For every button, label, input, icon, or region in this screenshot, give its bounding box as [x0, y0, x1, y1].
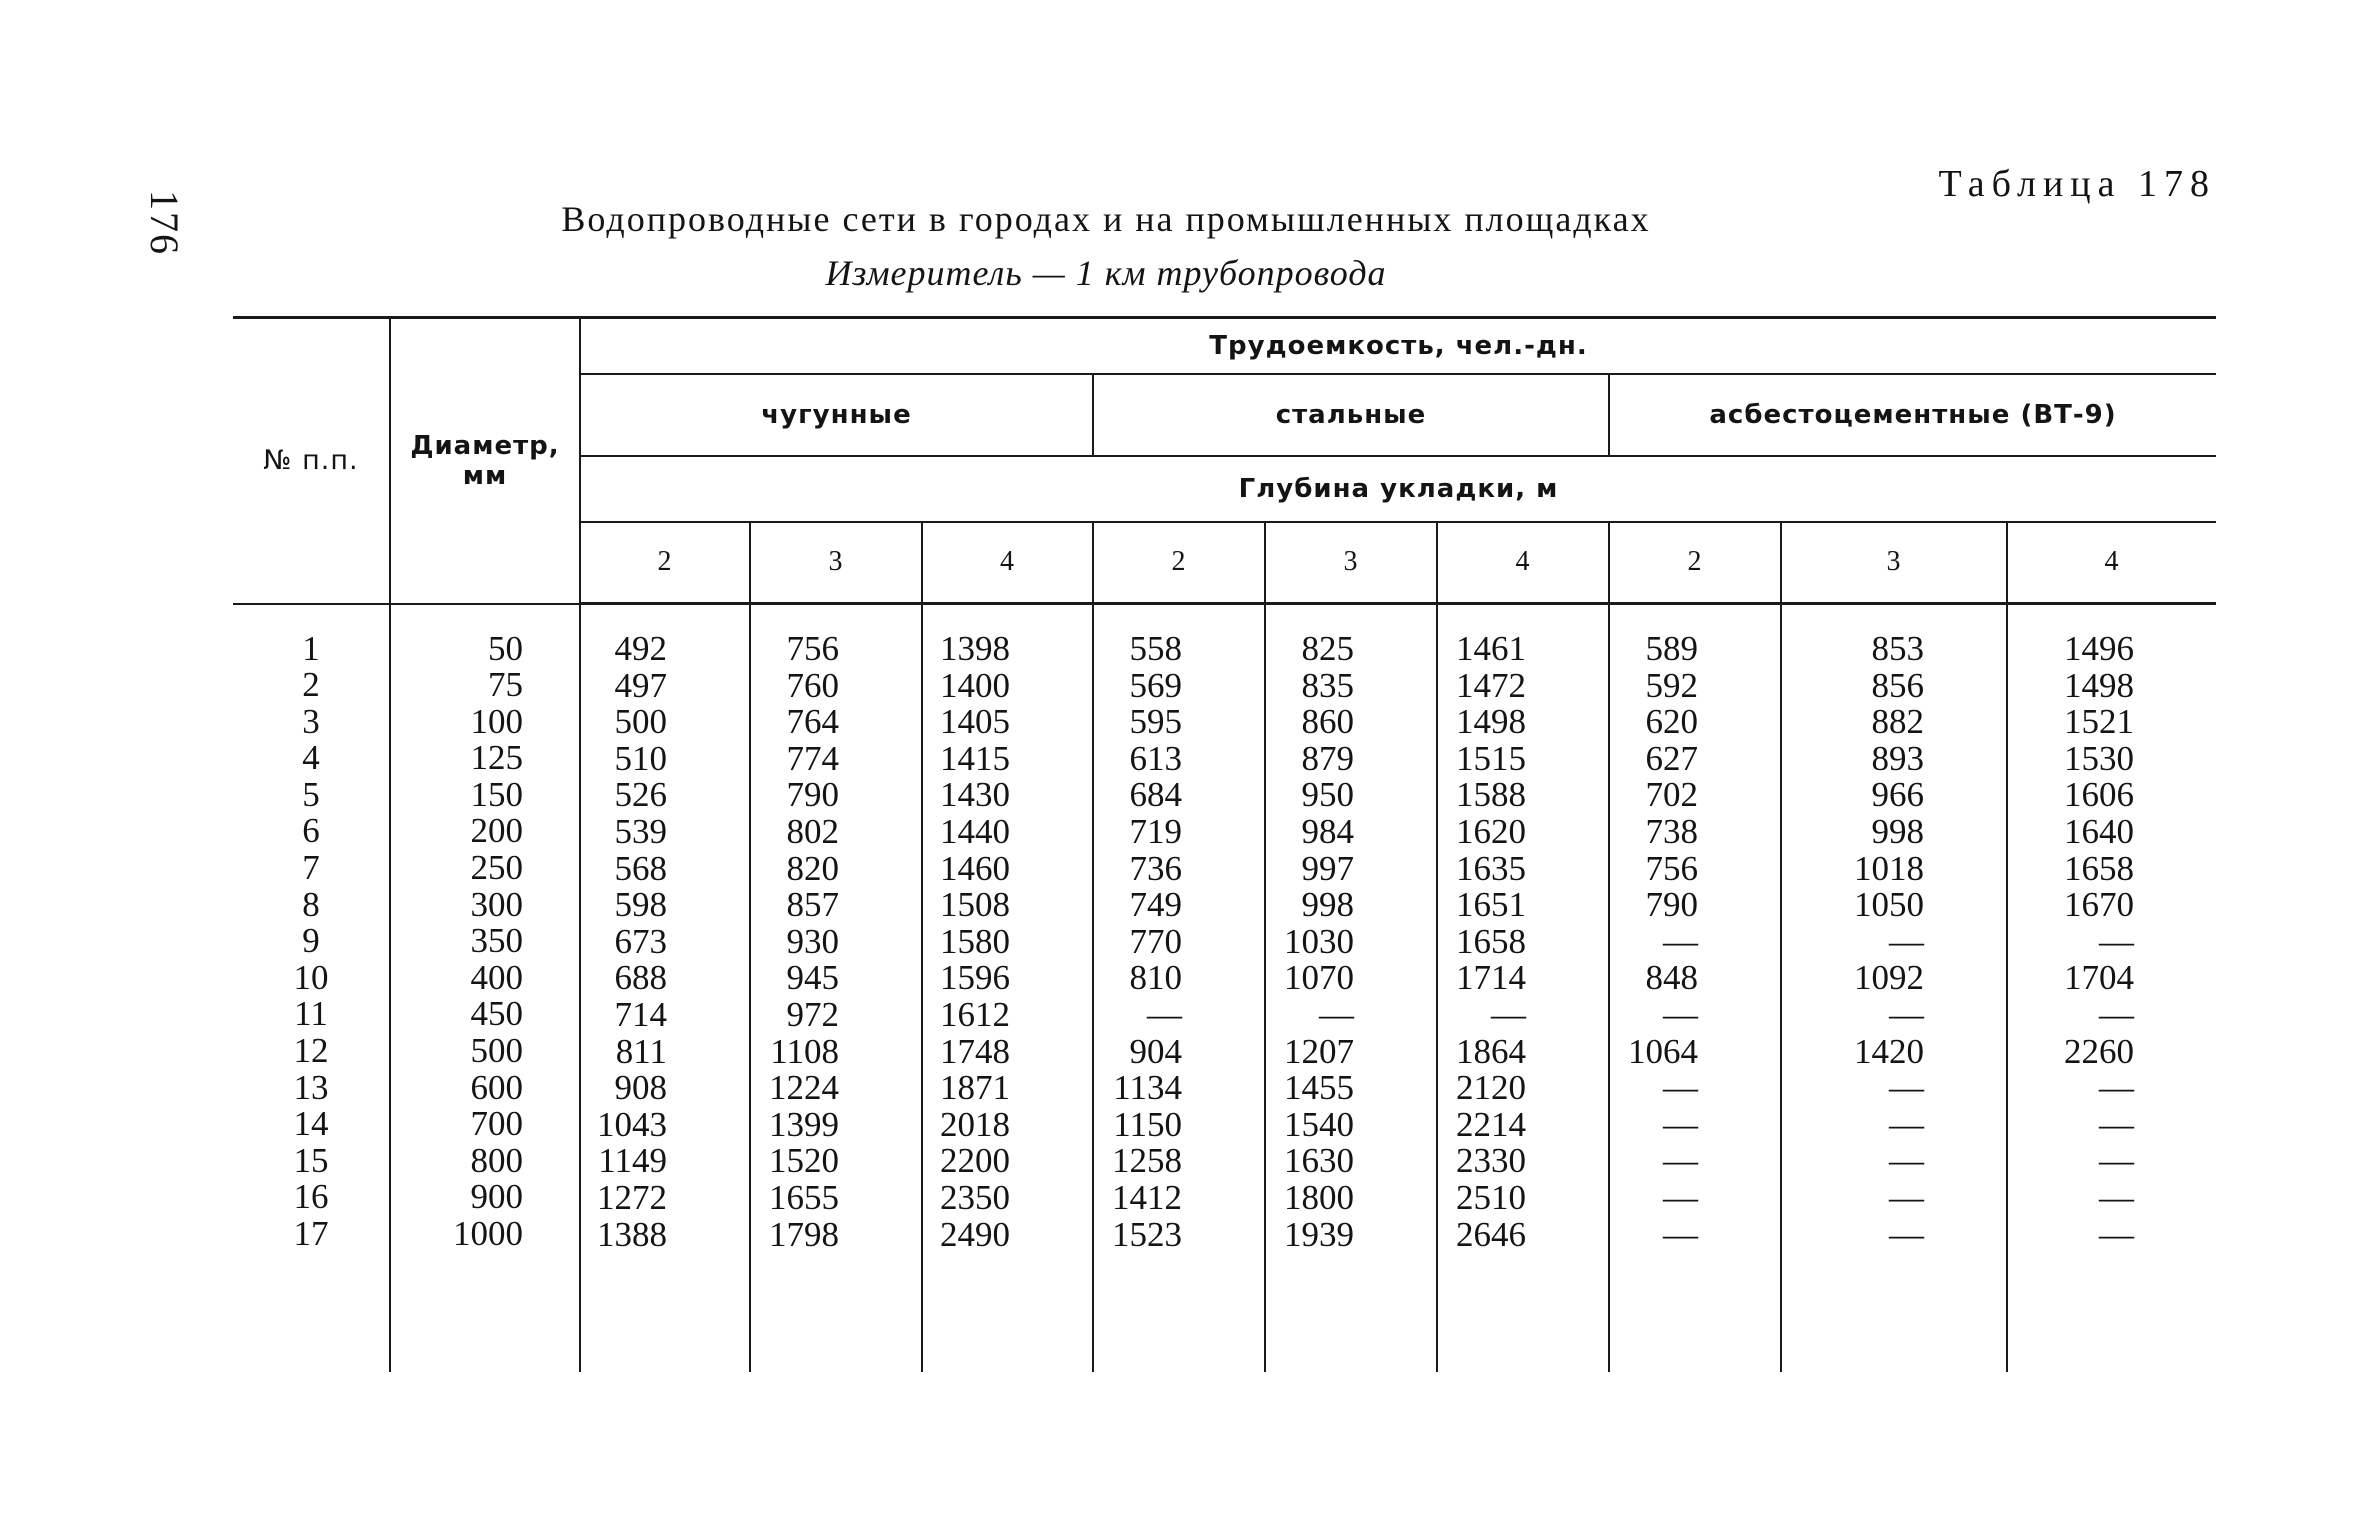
table-cell: 1398 — [940, 629, 1010, 668]
table-cell: 998 — [1871, 811, 1924, 851]
table-cell: 1798 — [769, 1214, 839, 1254]
depth-header-steel-3: 3 — [1265, 522, 1437, 604]
table-cell: 770 — [1129, 921, 1182, 961]
table-cell: 1070 — [1284, 958, 1354, 998]
table-cell: 1658 — [2064, 848, 2135, 888]
table-cell: — — [1889, 1141, 1924, 1181]
depth-header-asbestos-3: 3 — [1781, 522, 2007, 604]
table-cell: 589 — [1645, 629, 1698, 668]
table-cell: 1630 — [1284, 1141, 1354, 1181]
col-header-number: № п.п. — [233, 318, 390, 604]
column-diameter — [390, 604, 580, 1373]
table-cell: 125 — [470, 738, 523, 778]
col-header-depth: Глубина укладки, м — [580, 456, 2216, 522]
table-cell: 450 — [470, 994, 523, 1034]
table-cell: 11 — [294, 994, 328, 1034]
column-asbestos-4 — [2007, 604, 2216, 1373]
table-cell: 250 — [470, 848, 523, 888]
table-cell: 853 — [1871, 629, 1924, 668]
table-cell: 500 — [470, 1031, 523, 1071]
depth-header-cast-iron-2: 2 — [580, 522, 750, 604]
table-cell: 1498 — [2064, 665, 2135, 705]
table-cell: 1530 — [2064, 738, 2135, 778]
table-cell: 1064 — [1628, 1031, 1698, 1071]
table-cell: 1412 — [1112, 1177, 1182, 1217]
table-cell: 719 — [1129, 811, 1182, 851]
table-cell: 1092 — [1854, 958, 1924, 998]
column-row-number — [233, 604, 390, 1373]
table-cell: 1714 — [1456, 958, 1526, 998]
table-cell: 972 — [786, 994, 839, 1034]
table-cell: 790 — [786, 775, 839, 815]
table-cell: 1400 — [940, 665, 1010, 705]
page-title: Водопроводные сети в городах и на промышленных площадках — [561, 199, 1651, 239]
table-cell: 1134 — [1113, 1068, 1182, 1108]
table-cell: 7 — [302, 848, 320, 888]
table-cell: 14 — [293, 1104, 329, 1144]
table-cell: 1272 — [597, 1177, 667, 1217]
table-cell: 569 — [1129, 665, 1182, 705]
table-cell: 1606 — [2064, 775, 2135, 815]
column-asbestos-2 — [1609, 604, 1781, 1373]
table-cell: 1472 — [1456, 665, 1526, 705]
depth-header-steel-4: 4 — [1437, 522, 1609, 604]
table-cell: 16 — [293, 1177, 329, 1217]
column-steel-3 — [1265, 604, 1437, 1373]
table-cell: 848 — [1645, 958, 1698, 998]
column-steel-2 — [1093, 604, 1265, 1373]
table-cell: 900 — [470, 1177, 523, 1217]
table-cell: 684 — [1129, 775, 1182, 815]
table-cell: 950 — [1301, 775, 1354, 815]
table-cell: 5 — [302, 774, 320, 814]
table-cell: 811 — [615, 1031, 667, 1071]
table-body-row — [233, 604, 2216, 1373]
depth-header-asbestos-4: 4 — [2007, 522, 2216, 604]
table-cell: 3 — [302, 701, 320, 741]
table-cell: 700 — [470, 1104, 523, 1144]
table-cell: 790 — [1645, 885, 1698, 925]
table-cell: 350 — [470, 921, 523, 961]
table-cell: — — [2099, 994, 2135, 1034]
col-header-steel: стальные — [1093, 374, 1609, 456]
table-cell: 2490 — [940, 1214, 1010, 1254]
table-cell: 1149 — [598, 1141, 667, 1181]
table-cell: 930 — [786, 921, 839, 961]
page-number: 176 — [142, 190, 187, 256]
table-cell: — — [1147, 994, 1182, 1034]
table-cell: 749 — [1129, 885, 1182, 925]
table-cell: 1496 — [2064, 629, 2135, 668]
column-asbestos-3 — [1781, 604, 2007, 1373]
table-cell: 1050 — [1854, 885, 1924, 925]
table-cell: 568 — [614, 848, 667, 888]
table-cell: 774 — [786, 738, 839, 778]
table-cell: — — [1889, 921, 1924, 961]
table-cell: 627 — [1645, 738, 1698, 778]
table-cell: 595 — [1129, 702, 1182, 742]
table-cell: 1460 — [940, 848, 1010, 888]
table-cell: — — [1889, 1104, 1924, 1144]
depth-header-steel-2: 2 — [1093, 522, 1265, 604]
col-header-diameter — [390, 318, 580, 604]
table-cell: 1000 — [453, 1214, 523, 1253]
table-cell: 673 — [614, 921, 667, 961]
table-cell: 2260 — [2064, 1031, 2135, 1071]
table-cell: 510 — [614, 738, 667, 778]
column-cast-iron-4 — [922, 604, 1093, 1373]
table-cell: 2330 — [1456, 1141, 1526, 1181]
table-cell: 802 — [786, 811, 839, 851]
table-cell: 756 — [786, 629, 839, 668]
table-cell: — — [1889, 1214, 1924, 1254]
table-cell: — — [1663, 1104, 1698, 1144]
table-cell: 736 — [1129, 848, 1182, 888]
table-cell: 8 — [302, 884, 320, 924]
table-cell: — — [2099, 921, 2135, 961]
table-cell: 857 — [786, 885, 839, 925]
table-cell: — — [2099, 1177, 2135, 1217]
table-cell: 1580 — [940, 921, 1010, 961]
table-cell: 835 — [1301, 665, 1354, 705]
table-cell: 1651 — [1456, 885, 1526, 925]
table-cell: 2120 — [1456, 1068, 1526, 1108]
table-cell: 1800 — [1284, 1177, 1354, 1217]
table-cell: — — [1663, 921, 1698, 961]
table-cell: 820 — [786, 848, 839, 888]
table-cell: 1498 — [1456, 702, 1526, 742]
table-cell: — — [1663, 994, 1698, 1034]
table-cell: 966 — [1871, 775, 1924, 815]
column-cast-iron-2 — [580, 604, 750, 1373]
table-cell: 1655 — [769, 1177, 839, 1217]
table-cell: 1224 — [769, 1068, 839, 1108]
table-cell: 1415 — [940, 738, 1010, 778]
table-cell: 1 — [302, 628, 320, 668]
table-cell: 13 — [293, 1067, 329, 1107]
table-cell: — — [1889, 994, 1924, 1034]
table-cell: — — [1889, 1068, 1924, 1108]
table-cell: 2 — [302, 665, 320, 705]
table-cell: 2200 — [940, 1141, 1010, 1181]
table-cell: 1620 — [1456, 811, 1526, 851]
table-cell: 100 — [470, 701, 523, 741]
table-cell: 1521 — [2064, 702, 2135, 742]
table-cell: 1508 — [940, 885, 1010, 925]
table-cell: 702 — [1645, 775, 1698, 815]
table-cell: 1399 — [769, 1104, 839, 1144]
table-cell: 1748 — [940, 1031, 1010, 1071]
table-cell: 539 — [614, 811, 667, 851]
table-cell: 12 — [293, 1031, 329, 1071]
table-cell: 492 — [614, 629, 667, 668]
table-cell: 998 — [1301, 885, 1354, 925]
table-cell: 1430 — [940, 775, 1010, 815]
table-cell: — — [1663, 1177, 1698, 1217]
table-cell: — — [1491, 994, 1526, 1034]
depth-header-cast-iron-3: 3 — [750, 522, 922, 604]
table-cell: 1658 — [1456, 921, 1526, 961]
table-cell: 1455 — [1284, 1068, 1354, 1108]
table-cell: 2214 — [1456, 1104, 1526, 1144]
table-cell: 882 — [1871, 702, 1924, 742]
table-cell: 1515 — [1456, 738, 1526, 778]
table-cell: 1207 — [1284, 1031, 1354, 1071]
table-cell: 1871 — [940, 1068, 1010, 1108]
table-cell: — — [2099, 1141, 2135, 1181]
table-cell: 558 — [1129, 629, 1182, 668]
table-cell: 150 — [470, 774, 523, 814]
table-cell: 825 — [1301, 629, 1354, 668]
table-cell: 1640 — [2064, 811, 2135, 851]
table-cell: 6 — [302, 811, 320, 851]
table-cell: 1440 — [940, 811, 1010, 851]
table-cell: — — [1663, 1141, 1698, 1181]
depth-header-asbestos-2: 2 — [1609, 522, 1781, 604]
table-cell: 893 — [1871, 738, 1924, 778]
table-cell: — — [1663, 1214, 1698, 1254]
table-cell: 1520 — [769, 1141, 839, 1181]
pipeline-labor-table — [233, 316, 2216, 1372]
table-cell: — — [2099, 1068, 2135, 1108]
table-cell: 2646 — [1456, 1214, 1526, 1254]
table-cell: 800 — [470, 1140, 523, 1180]
table-cell: 810 — [1129, 958, 1182, 998]
table-cell: 1108 — [770, 1031, 839, 1071]
table-cell: 500 — [614, 702, 667, 742]
table-cell: 17 — [293, 1214, 329, 1253]
table-cell: 75 — [488, 665, 523, 705]
table-cell: 1150 — [1113, 1104, 1182, 1144]
page-subtitle: Измеритель — 1 км трубопровода — [825, 253, 1387, 293]
table-cell: 904 — [1129, 1031, 1182, 1071]
table-cell: 1420 — [1854, 1031, 1924, 1071]
table-label: Таблица 178 — [1938, 163, 2216, 205]
table-cell: 613 — [1129, 738, 1182, 778]
table-cell: 1635 — [1456, 848, 1526, 888]
table-cell: 400 — [470, 957, 523, 997]
table-cell: 15 — [293, 1140, 329, 1180]
table-cell: 760 — [786, 665, 839, 705]
table-cell: 497 — [614, 665, 667, 705]
table-cell: 1864 — [1456, 1031, 1526, 1071]
table-cell: 9 — [302, 921, 320, 961]
table-cell: 1043 — [597, 1104, 667, 1144]
table-cell: 598 — [614, 885, 667, 925]
table-cell: 1704 — [2064, 958, 2135, 998]
table-cell: 1588 — [1456, 775, 1526, 815]
table-cell: 997 — [1301, 848, 1354, 888]
table-cell: 945 — [786, 958, 839, 998]
table-cell: — — [2099, 1214, 2135, 1254]
table-cell: 1523 — [1112, 1214, 1182, 1254]
col-header-diameter-line2: мм — [462, 460, 508, 491]
table-cell: 856 — [1871, 665, 1924, 705]
table-cell: 860 — [1301, 702, 1354, 742]
table-cell: 1461 — [1456, 629, 1526, 668]
table-cell: 526 — [614, 775, 667, 815]
table-cell: 908 — [614, 1068, 667, 1108]
table-cell: 1596 — [940, 958, 1010, 998]
table-cell: 1939 — [1284, 1214, 1354, 1254]
column-cast-iron-3 — [750, 604, 922, 1373]
table-cell: 738 — [1645, 811, 1698, 851]
table-cell: 2510 — [1456, 1177, 1526, 1217]
table-cell: 984 — [1301, 811, 1354, 851]
table-cell: 756 — [1645, 848, 1698, 888]
table-cell: 1405 — [940, 702, 1010, 742]
col-header-labor: Трудоемкость, чел.-дн. — [580, 318, 2216, 374]
table-cell: 1388 — [597, 1214, 667, 1254]
table-cell: 1018 — [1854, 848, 1924, 888]
table-cell: — — [1889, 1177, 1924, 1217]
table-cell: 10 — [293, 957, 329, 997]
table-cell: 600 — [470, 1067, 523, 1107]
table-cell: 1030 — [1284, 921, 1354, 961]
table-cell: 1540 — [1284, 1104, 1354, 1144]
table-cell: 1258 — [1112, 1141, 1182, 1181]
table-cell: — — [1319, 994, 1354, 1034]
table-cell: 688 — [614, 958, 667, 998]
col-header-cast-iron: чугунные — [580, 374, 1093, 456]
table-cell: 300 — [470, 884, 523, 924]
table-cell: 620 — [1645, 702, 1698, 742]
table-cell: 1670 — [2064, 885, 2135, 925]
depth-header-cast-iron-4: 4 — [922, 522, 1093, 604]
table-cell: — — [2099, 1104, 2135, 1144]
table-cell: 1612 — [940, 994, 1010, 1034]
col-header-diameter-line1: Диаметр, — [410, 430, 560, 461]
table-cell: 592 — [1645, 665, 1698, 705]
table-cell: 2018 — [940, 1104, 1010, 1144]
table-cell: 200 — [470, 811, 523, 851]
table-cell: 2350 — [940, 1177, 1010, 1217]
column-steel-4 — [1437, 604, 1609, 1373]
col-header-asbestos: асбестоцементные (ВТ-9) — [1609, 374, 2216, 456]
table-cell: 714 — [614, 994, 667, 1034]
table-cell: — — [1663, 1068, 1698, 1108]
table-cell: 764 — [786, 702, 839, 742]
table-cell: 50 — [488, 628, 523, 668]
table-cell: 4 — [302, 738, 320, 778]
table-cell: 879 — [1301, 738, 1354, 778]
